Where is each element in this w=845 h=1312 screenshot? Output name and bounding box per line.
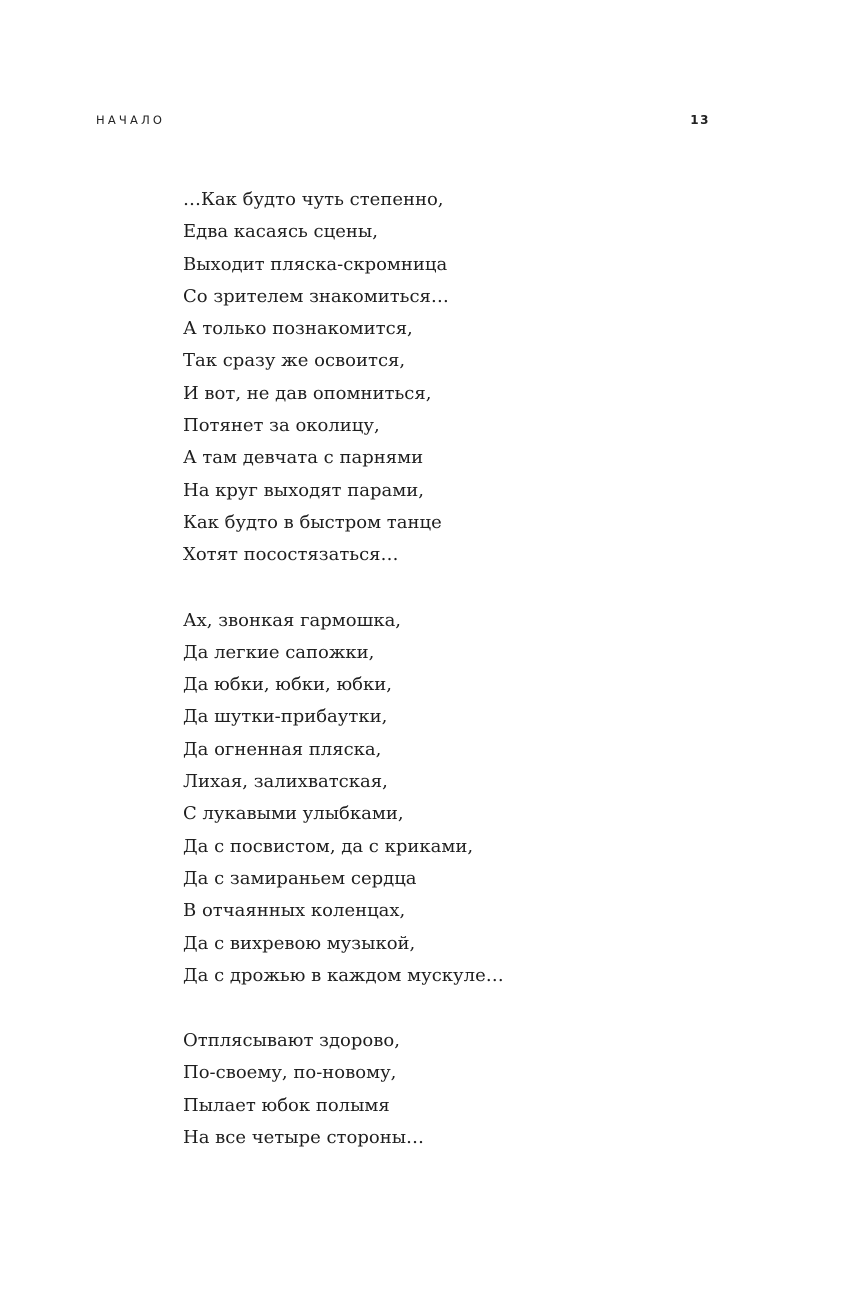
poem-line: С лукавыми улыбками, — [183, 803, 404, 825]
poem-line: Так сразу же освоится, — [183, 350, 406, 372]
section-title: НАЧАЛО — [96, 113, 166, 127]
poem-line: Да с вихревою музыкой, — [183, 932, 416, 954]
poem-line: Да юбки, юбки, юбки, — [183, 674, 392, 696]
poem-line: И вот, не дав опомниться, — [183, 382, 432, 404]
page-number: 13 — [690, 113, 710, 127]
poem-line: А там девчата с парнями — [183, 447, 424, 469]
stanza-2 — [183, 605, 663, 993]
poem-line: Хотят посостязаться… — [183, 544, 399, 566]
poem-line: А только познакомится, — [183, 318, 413, 340]
poem-line: По-своему, по-новому, — [183, 1062, 397, 1084]
stanza-1 — [183, 184, 663, 572]
poem-line: Да шутки-прибаутки, — [183, 706, 388, 728]
poem-line: Пылает юбок полымя — [183, 1094, 390, 1116]
stanza-3 — [183, 1025, 663, 1154]
poem-line: Да легкие сапожки, — [183, 641, 375, 663]
poem-line: Да огненная пляска, — [183, 738, 382, 760]
poem-line: Да с дрожью в каждом мускуле… — [183, 964, 504, 986]
poem-line: На все четыре стороны… — [183, 1127, 425, 1149]
poem-line: На круг выходят парами, — [183, 479, 424, 501]
poem-line: Потянет за околицу, — [183, 415, 380, 437]
poem-line: Да с замираньем сердца — [183, 867, 417, 889]
poem-line: Да с посвистом, да с криками, — [183, 835, 474, 857]
poem — [183, 184, 663, 1187]
running-head — [96, 112, 710, 128]
poem-line: Со зрителем знакомиться… — [183, 285, 449, 307]
poem-line: В отчаянных коленцах, — [183, 900, 406, 922]
poem-line: Лихая, залихватская, — [183, 771, 388, 793]
poem-line: Ах, звонкая гармошка, — [183, 609, 402, 631]
poem-line: Как будто в быстром танце — [183, 511, 442, 533]
poem-line: Выходит пляска-скромница — [183, 253, 448, 275]
poem-line: Отплясывают здорово, — [183, 1030, 400, 1052]
poem-line: Едва касаясь сцены, — [183, 221, 378, 243]
poem-line: …Как будто чуть степенно, — [183, 189, 444, 210]
